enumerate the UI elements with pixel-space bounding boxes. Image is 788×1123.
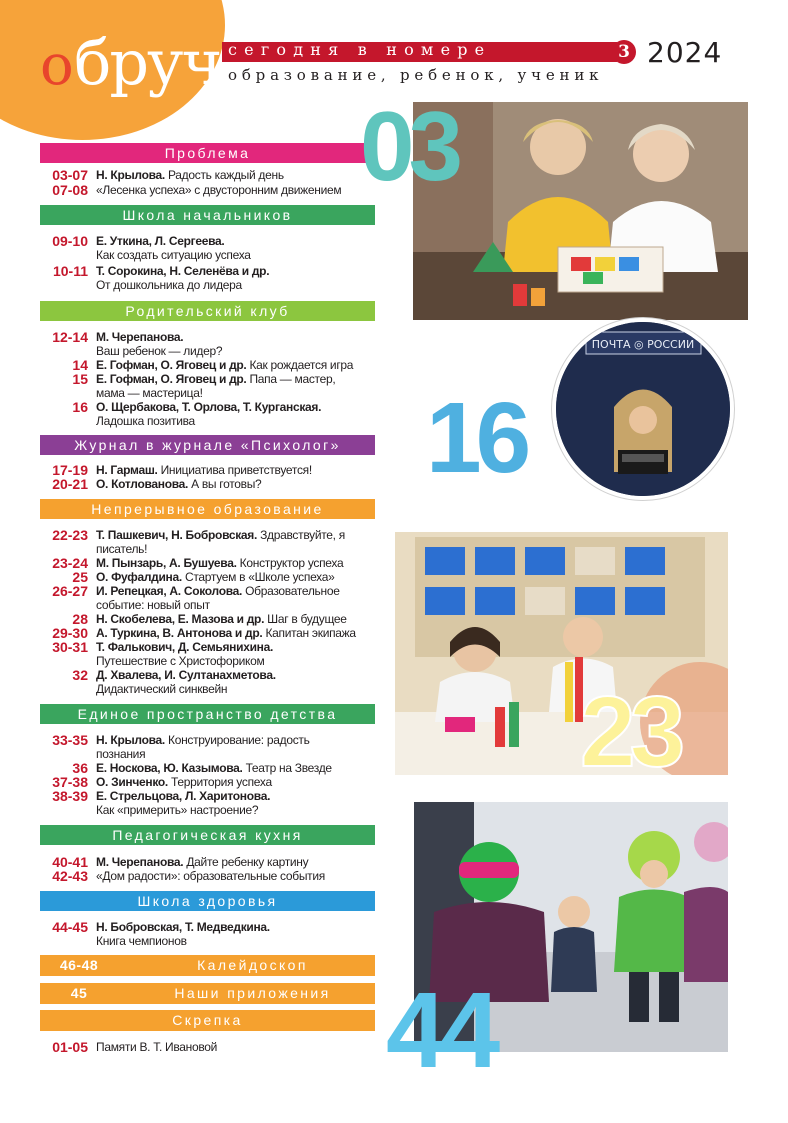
entry-pages: 09-10	[52, 233, 88, 249]
entry-text: Е. Гофман, О. Яговец и др. Папа — мастер, мама — мастерица!	[96, 372, 336, 400]
entry-text: Т. Пашкевич, Н. Бобровская. Здравствуйте, я писатель!	[96, 528, 345, 556]
entry-text: И. Репецкая, А. Соколова. Образовательное событие: новый опыт	[96, 584, 340, 612]
photo-teachers-illustration	[413, 102, 748, 320]
entry-pages: 07-08	[52, 182, 88, 198]
svg-text:ПОЧТА ◎ РОССИИ: ПОЧТА ◎ РОССИИ	[591, 338, 695, 351]
entry-pages: 23-24	[52, 555, 88, 571]
entry-text: Н. Бобровская, Т. Медведкина. Книга чемпионов	[96, 920, 270, 948]
entry-pages: 03-07	[52, 167, 88, 183]
entry-pages: 22-23	[52, 527, 88, 543]
entry-text: Н. Скобелева, Е. Мазова и др. Шаг в будущее	[96, 612, 347, 626]
entry-pages: 37-38	[52, 774, 88, 790]
entry-text: Памяти В. Т. Ивановой	[96, 1040, 218, 1054]
entry-text: О. Фуфалдина. Стартуем в «Школе успеха»	[96, 570, 335, 584]
entry-pages: 33-35	[52, 732, 88, 748]
bar-pages: 45	[70, 985, 88, 1001]
today-label: сегодня в номере	[228, 40, 492, 59]
entry-pages: 38-39	[52, 788, 88, 804]
entry-pages: 44-45	[52, 919, 88, 935]
section-header-pedagogicheskaya-kuhnya: Педагогическая кухня	[40, 825, 375, 845]
entry-pages: 12-14	[52, 329, 88, 345]
entry-text: Е. Гофман, О. Яговец и др. Как рождается игра	[96, 358, 354, 372]
entry-text: «Дом радости»: образовательные события	[96, 869, 325, 883]
entry-pages: 28	[72, 611, 88, 627]
section-nashi-prilozheniya[interactable]	[40, 983, 375, 1004]
entry-text: Е. Носкова, Ю. Казымова. Театр на Звезде	[96, 761, 332, 775]
section-header-shkola-zdorovya: Школа здоровья	[40, 891, 375, 911]
bar-pages: 46-48	[59, 957, 99, 973]
entry-text: Е. Стрельцова, Л. Харитонова. Как «примерить» настроение?	[96, 789, 271, 817]
entry-pages: 01-05	[52, 1039, 88, 1055]
page-number-23: 23	[580, 676, 680, 788]
bar-title: Калейдоскоп	[197, 957, 308, 973]
section-header-roditelskiy-klub: Родительский клуб	[40, 301, 375, 321]
entry-text: Н. Крылова. Конструирование: радость познания	[96, 733, 310, 761]
photo-pochta	[552, 318, 734, 500]
entry-text: А. Туркина, В. Антонова и др. Капитан экипажа	[96, 626, 356, 640]
entry-pages: 16	[72, 399, 88, 415]
entry-pages: 10-11	[52, 263, 88, 279]
page-number-16: 16	[426, 382, 526, 494]
entry-pages: 15	[72, 371, 88, 387]
entry-text: О. Зинченко. Территория успеха	[96, 775, 272, 789]
entry-pages: 32	[72, 667, 88, 683]
issue-number-badge: 3	[612, 40, 636, 64]
entry-pages: 42-43	[52, 868, 88, 884]
section-header-problema: Проблема	[40, 143, 375, 163]
photo-pochta-illustration	[556, 322, 730, 496]
entry-pages: 40-41	[52, 854, 88, 870]
entry-text: М. Черепанова. Дайте ребенку картину	[96, 855, 309, 869]
entry-text: О. Щербакова, Т. Орлова, Т. Курганская. Ладошка позитива	[96, 400, 322, 428]
logo-text: бруч	[74, 26, 221, 99]
entry-text: Т. Сорокина, Н. Селенёва и др. От дошкольника до лидера	[96, 264, 270, 292]
logo-letter-o: о	[40, 33, 74, 98]
page-number-03: 03	[360, 91, 458, 201]
entry-text: М. Пынзарь, А. Бушуева. Конструктор успеха	[96, 556, 344, 570]
section-header-nepreryvnoe: Непрерывное образование	[40, 499, 375, 519]
entry-pages: 29-30	[52, 625, 88, 641]
entry-text: О. Котлованова. А вы готовы?	[96, 477, 262, 491]
photo-teachers	[413, 102, 748, 320]
entry-pages: 25	[72, 569, 88, 585]
section-header-shkola-nachalnikov: Школа начальников	[40, 205, 375, 225]
entry-text: Т. Фалькович, Д. Семьянихина. Путешествие с Христофориком	[96, 640, 274, 668]
entry-pages: 36	[72, 760, 88, 776]
entry-pages: 17-19	[52, 462, 88, 478]
bar-title: Наши приложения	[174, 985, 331, 1001]
entry-text: М. Черепанова. Ваш ребенок — лидер?	[96, 330, 223, 358]
entry-text: Е. Уткина, Л. Сергеева. Как создать ситуацию успеха	[96, 234, 251, 262]
entry-pages: 20-21	[52, 476, 88, 492]
issue-year: 2024	[647, 36, 723, 69]
entry-text: Н. Крылова. Радость каждый день	[96, 168, 284, 182]
entry-text: Д. Хвалева, И. Султанахметова. Дидактический синквейн	[96, 668, 276, 696]
entry-pages: 14	[72, 357, 88, 373]
section-header-edinoe-prostranstvo: Единое пространство детства	[40, 704, 375, 724]
bar-title: Скрепка	[172, 1012, 243, 1028]
entry-text: Н. Гармаш. Инициатива приветствуется!	[96, 463, 312, 477]
section-kaleidoscope[interactable]	[40, 955, 375, 976]
section-header-psiholog: Журнал в журнале «Психолог»	[40, 435, 375, 455]
section-skrepka[interactable]	[40, 1010, 375, 1031]
entry-pages: 30-31	[52, 639, 88, 655]
magazine-subtitle: образование, ребенок, ученик	[228, 66, 604, 84]
entry-text: «Лесенка успеха» с двусторонним движением	[96, 183, 342, 197]
entry-pages: 26-27	[52, 583, 88, 599]
page-number-44: 44	[386, 969, 495, 1090]
